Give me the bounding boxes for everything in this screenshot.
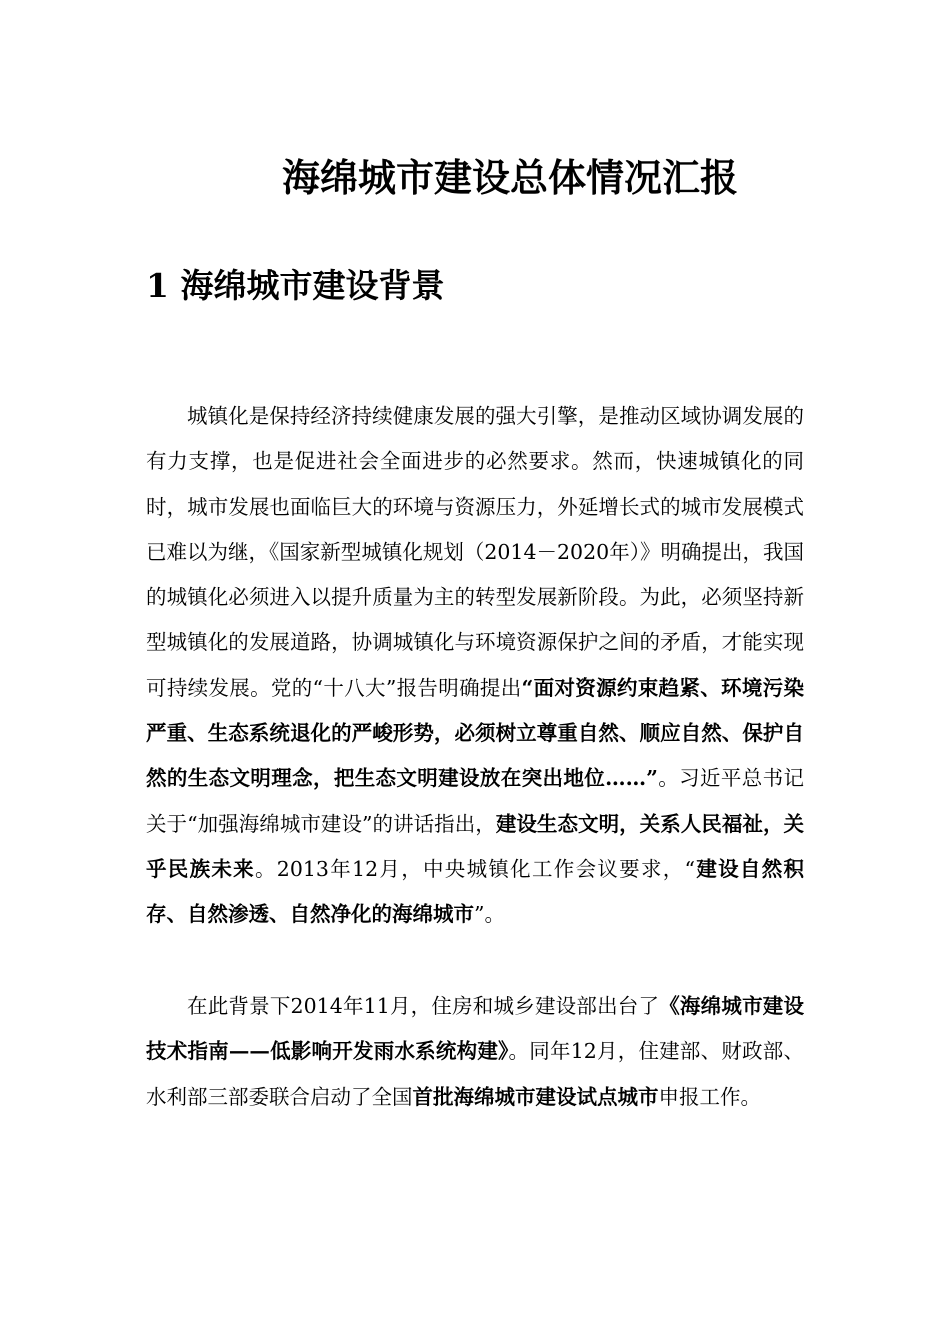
text-run: 。习近平总书记关于“加强海绵城市建设”的讲话指出， <box>146 766 805 836</box>
emphasized-document-title: 《海绵城市建设技术指南——低影响开发雨水系统构建》 <box>146 994 804 1064</box>
document-title: 海绵城市建设总体情况汇报 <box>282 155 739 200</box>
text-run: ”。 <box>474 902 505 927</box>
text-run: 。2013年12月，中央城镇化工作会议要求，“ <box>254 856 696 881</box>
text-run: 。同年12月，住建部、财政部、水利部三部委联合启动了全国 <box>146 1039 805 1109</box>
text-run: 在此背景下2014年11月，住房和城乡建设部出台了 <box>187 994 660 1018</box>
emphasized-quote: 建设自然积存、自然渗透、自然净化的海绵城市 <box>146 856 805 927</box>
emphasized-quote: “面对资源约束趋紧、环境污染严重、生态系统退化的严峻形势，必须树立尊重自然、顺应自然、保护自然的生态文明理念，把生态文明建设放在突出地位……” <box>146 675 804 791</box>
section-heading: 1 海绵城市建设背景 <box>146 266 445 305</box>
emphasized-quote: 建设生态文明，关系人民福祉，关乎民族未来 <box>146 811 804 881</box>
text-run: 城镇化是保持经济持续健康发展的强大引擎，是推动区域协调发展的有力支撑，也是促进社会全面进步的必然要求。然而，快速城镇化的同时，城市发展也面临巨大的环境与资源压力，外延增长式的城市发展模式已难以为继，《国家新型城镇化规划（2014－2020年）》明确提出，我国的城镇化必须进入以提升质量为主的转型发展新阶段。为此，必须坚持新型城镇化的发展道路，协调城镇化与环境资源保护之间的矛盾，才能实现可持续发展。党的“十八大”报告明确提出 <box>146 404 804 700</box>
emphasized-phrase: 首批海绵城市建设试点城市 <box>412 1084 659 1109</box>
text-run: 申报工作。 <box>658 1084 761 1109</box>
body-paragraph-1 <box>146 394 804 938</box>
body-paragraph-2 <box>146 984 804 1120</box>
